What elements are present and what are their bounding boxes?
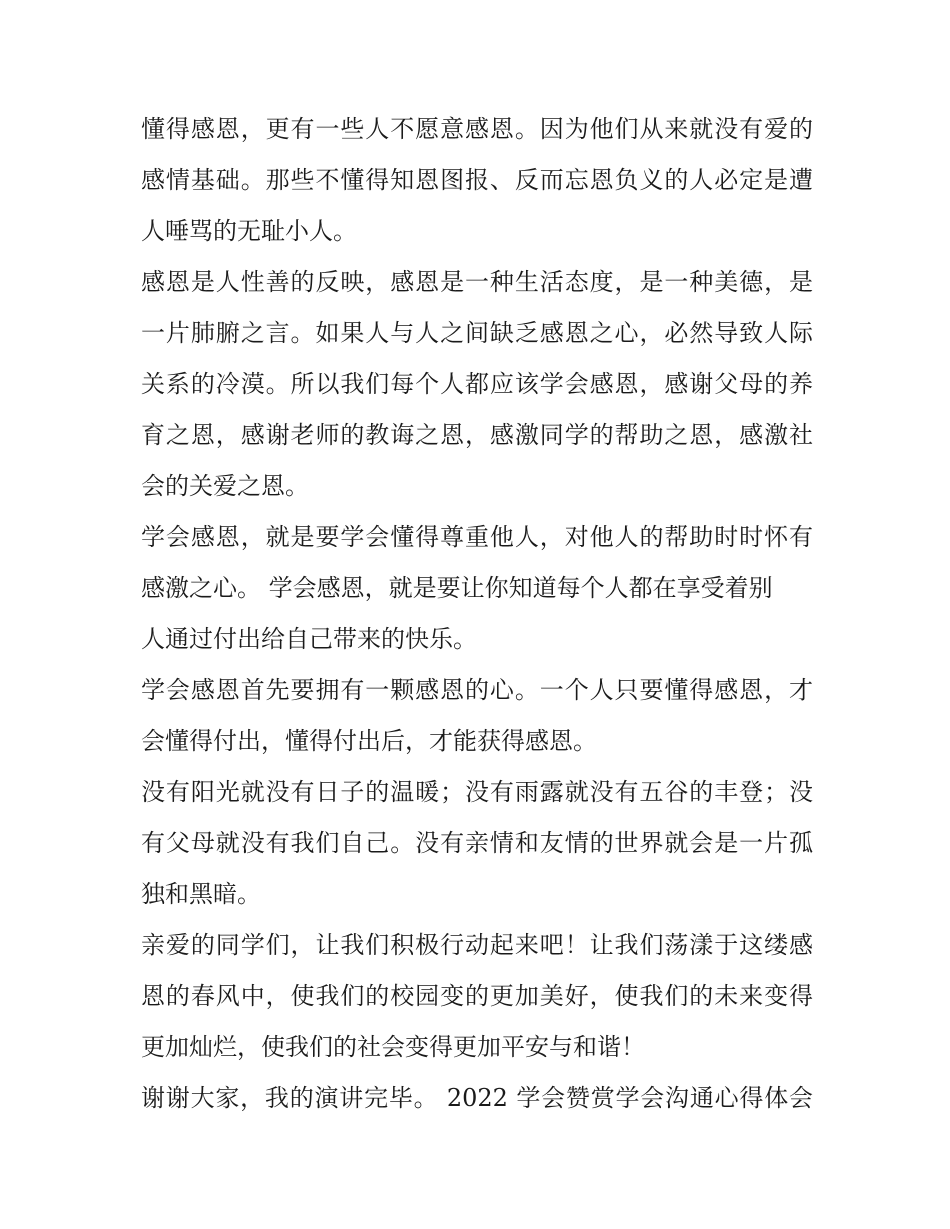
text-line: 有父母就没有我们自己。没有亲情和友情的世界就会是一片孤 — [141, 829, 813, 857]
text-line: 谢谢大家，我的演讲完毕。 2022 学会赞赏学会沟通心得体会 — [141, 1084, 813, 1112]
text-line: 感情基础。那些不懂得知恩图报、反而忘恩负义的人必定是遭 — [141, 166, 813, 194]
text-line: 会懂得付出，懂得付出后，才能获得感恩。 — [141, 727, 597, 755]
text-line: 人通过付出给自己带来的快乐。 — [141, 625, 477, 653]
document-body — [141, 104, 813, 1124]
text-line: 会的关爱之恩。 — [141, 472, 309, 500]
text-line: 独和黑暗。 — [141, 880, 261, 908]
text-line: 一片肺腑之言。如果人与人之间缺乏感恩之心，必然导致人际 — [141, 319, 813, 347]
text-line: 更加灿烂，使我们的社会变得更加平安与和谐！ — [141, 1033, 645, 1061]
text-line: 感恩是人性善的反映，感恩是一种生活态度，是一种美德，是 — [141, 268, 813, 296]
text-line: 学会感恩，就是要学会懂得尊重他人，对他人的帮助时时怀有 — [141, 523, 813, 551]
text-line: 关系的冷漠。所以我们每个人都应该学会感恩，感谢父母的养 — [141, 370, 813, 398]
text-line: 懂得感恩，更有一些人不愿意感恩。因为他们从来就没有爱的 — [141, 115, 813, 143]
text-line: 学会感恩首先要拥有一颗感恩的心。一个人只要懂得感恩，才 — [141, 676, 813, 704]
text-line: 没有阳光就没有日子的温暖；没有雨露就没有五谷的丰登；没 — [141, 778, 813, 806]
text-line: 感激之心。 学会感恩，就是要让你知道每个人都在享受着别 — [141, 574, 773, 602]
text-line: 人唾骂的无耻小人。 — [141, 217, 357, 245]
text-line: 恩的春风中，使我们的校园变的更加美好，使我们的未来变得 — [141, 982, 813, 1010]
text-line: 亲爱的同学们，让我们积极行动起来吧！让我们荡漾于这缕感 — [141, 931, 813, 959]
text-line: 育之恩，感谢老师的教诲之恩，感激同学的帮助之恩，感激社 — [141, 421, 813, 449]
